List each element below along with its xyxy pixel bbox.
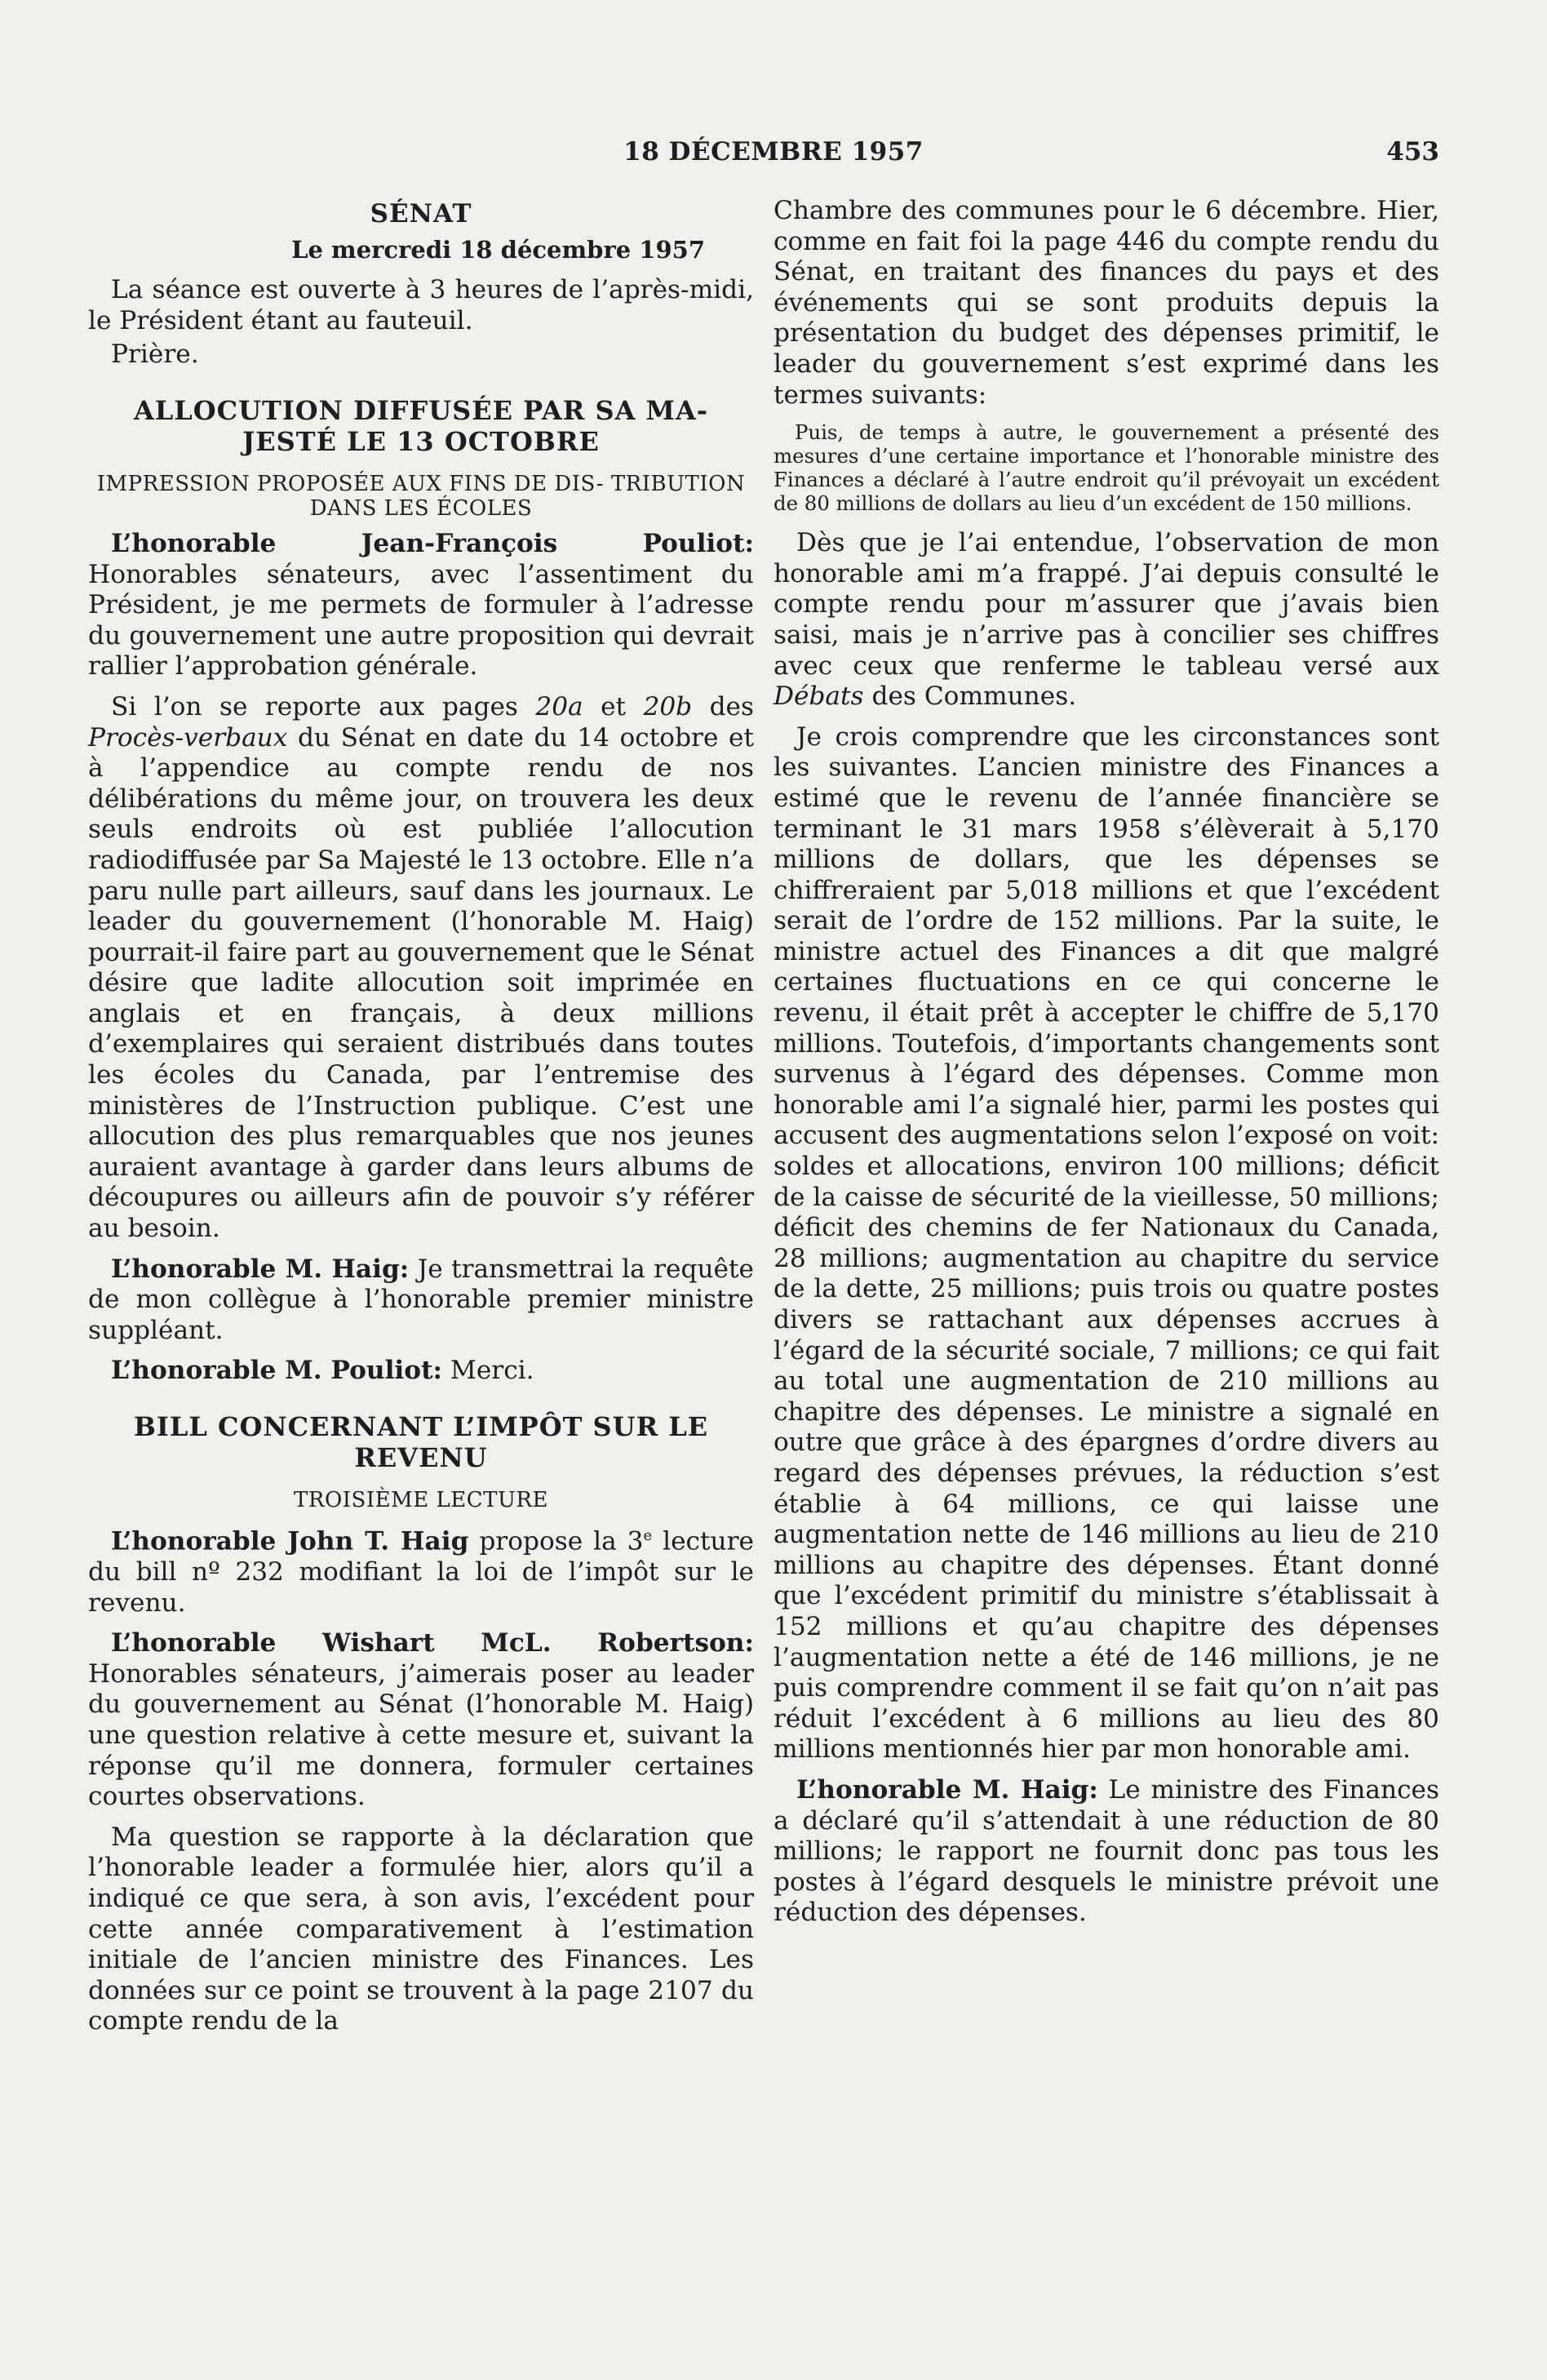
speech-text: des Communes. — [863, 682, 1077, 712]
publication-title: Procès-verbaux — [88, 722, 288, 753]
speech-text: Le ministre des Finances a déclaré qu’il s’attendait à une réduction de 80 millions; le rapport ne fournit donc pas tous les postes à l’égard desquels le ministre prévoit une réduction des dépenses. — [774, 1774, 1439, 1928]
speech-text: lecture du bill nº 232 modifiant la loi de l’impôt sur le revenu. — [88, 1526, 754, 1618]
speech-text: Je transmettrai la requête de mon collègue à l’honorable premier ministre suppléant. — [88, 1254, 754, 1345]
paragraph-pouliot-thanks — [88, 1356, 754, 1387]
speaker-name: L’honorable Jean-François Pouliot: — [111, 528, 754, 558]
paragraph-haig-motion — [88, 1521, 754, 1618]
speech-text: Si l’on se reporte aux pages — [111, 691, 536, 722]
speech-text: Merci. — [442, 1356, 534, 1386]
paragraph-pouliot-1 — [88, 529, 754, 682]
speaker-name: L’honorable John T. Haig — [111, 1526, 469, 1556]
page-header — [0, 137, 1547, 173]
speaker-name: L’honorable M. Haig: — [796, 1774, 1098, 1805]
header-date: 18 DÉCEMBRE 1957 — [623, 137, 924, 167]
left-column — [88, 196, 754, 2047]
quoted-statement: Puis, de temps à autre, le gouvernement a présenté des mesures d’une certaine importance et l’honorable ministre des Finances a déclaré à l’autre endroit qu’il prévoyait un excédent de 80 millions de dollars au lieu d’un excédent de 150 millions. — [774, 420, 1439, 516]
speech-text: Honorables sénateurs, j’aimerais poser au leader du gouvernement au Sénat (l’honorable M. Haig) une question relative à cette mesure et, suivant la réponse qu’il me donnera, formuler certaines courtes observations. — [88, 1658, 754, 1812]
paragraph-robertson-3 — [774, 528, 1439, 713]
right-column — [774, 196, 1439, 1938]
prayer-line: Prière. — [111, 340, 199, 370]
speech-text: propose la 3 — [468, 1526, 644, 1556]
paragraph-continuation: Chambre des communes pour le 6 décembre. Hier, comme en fait foi la page 446 du compte rendu du Sénat, en traitant des finances du pays et des événements qui se sont produits depuis la présentation du budget des dépenses primitif, le leader du gouvernement s’est exprimé dans les termes suivants: — [774, 196, 1439, 410]
paragraph-haig-answer — [774, 1775, 1439, 1929]
speech-text: et — [583, 691, 644, 722]
speech-text: Honorables sénateurs, avec l’assentiment du Président, je me permets de formuler à l’adresse du gouvernement une autre proposition qui devrait rallier l’approbation générale. — [88, 559, 754, 682]
ordinal-superscript: e — [643, 1527, 653, 1544]
speaker-name: L’honorable M. Pouliot: — [111, 1356, 442, 1386]
paragraph-pouliot-2 — [88, 692, 754, 1245]
publication-title: Débats — [774, 682, 864, 712]
chamber-title: SÉNAT — [370, 199, 472, 229]
section-heading-bill: BILL CONCERNANT L’IMPÔT SUR LE REVENU — [133, 1411, 709, 1473]
page-reference: 20a — [535, 691, 583, 722]
speech-text: des — [692, 691, 754, 722]
paragraph-haig-reply — [88, 1254, 754, 1347]
paragraph-robertson-1 — [88, 1628, 754, 1813]
page-number: 453 — [1386, 137, 1439, 167]
section-heading-allocution: ALLOCUTION DIFFUSÉE PAR SA MA- JESTÉ LE 13 OCTOBRE — [133, 394, 709, 457]
page-reference: 20b — [643, 691, 693, 722]
subheading-third-reading: TROISIÈME LECTURE — [294, 1488, 548, 1512]
opening-paragraph: La séance est ouverte à 3 heures de l’après-midi, le Président étant au fauteuil. — [88, 275, 754, 335]
paragraph-robertson-2: Ma question se rapporte à la déclaration que l’honorable leader a formulée hier, alors qu’il a indiqué ce que sera, à son avis, l’excédent pour cette année comparativement à l’estimation initiale de l’ancien ministre des Finances. Les données sur ce point se trouvent à la page 2107 du compte rendu de la — [88, 1822, 754, 2036]
subheading-impression: IMPRESSION PROPOSÉE AUX FINS DE DIS- TRIBUTION DANS LES ÉCOLES — [96, 471, 746, 521]
speaker-name: L’honorable Wishart McL. Robertson: — [111, 1628, 754, 1658]
sitting-date: Le mercredi 18 décembre 1957 — [291, 235, 705, 264]
speaker-name: L’honorable M. Haig: — [111, 1254, 410, 1284]
speech-text: Dès que je l’ai entendue, l’observation de mon honorable ami m’a frappé. J’ai depuis consulté le compte rendu pour m’assurer que j’avais bien saisi, mais je n’arrive pas à concilier ses chiffres avec ceux que renferme le tableau versé aux — [774, 528, 1439, 681]
speech-text: du Sénat en date du 14 octobre et à l’appendice au compte rendu de nos délibérations du même jour, on trouvera les deux seuls endroits où est publiée l’allocution radiodiffusée par Sa Majesté le 13 octobre. Elle n’a paru nulle part ailleurs, sauf dans les journaux. Le leader du gouvernement (l’honorable M. Haig) pourrait-il faire part au gouvernement que le Sénat désire que ladite allocution soit imprimée en anglais et en français, à deux millions d’exemplaires qui seraient distribués dans toutes les écoles du Canada, par l’entremise des ministères de l’Instruction publique. C’est une allocution des plus remarquables que nos jeunes auraient avantage à garder dans leurs albums de découpures ou ailleurs afin de pouvoir s’y référer au besoin. — [88, 722, 754, 1244]
paragraph-robertson-4: Je crois comprendre que les circonstances sont les suivantes. L’ancien ministre des Finances a estimé que le revenu de l’année financière se terminant le 31 mars 1958 s’élèverait à 5,170 millions de dollars, que les dépenses se chiffreraient par 5,018 millions et que l’excédent serait de l’ordre de 152 millions. Par la suite, le ministre actuel des Finances a dit que malgré certaines fluctuations en ce qui concerne le revenu, il était prêt à accepter le chiffre de 5,170 millions. Toutefois, d’importants changements sont survenus à l’égard des dépenses. Comme mon honorable ami l’a signalé hier, parmi les postes qui accusent des augmentations selon l’exposé on voit: soldes et allocations, environ 100 millions; déficit de la caisse de sécurité de la vieillesse, 50 millions; déficit des chemins de fer Nationaux du Canada, 28 millions; augmentation au chapitre du service de la dette, 25 millions; puis trois ou quatre postes divers se rattachant aux dépenses accrues à l’égard de la sécurité sociale, 7 millions; ce qui fait au total une augmentation de 210 millions au chapitre des dépenses. Le ministre a signalé en outre que grâce à des épargnes d’ordre divers au regard des dépenses prévues, la réduction s’est établie à 64 millions, ce qui laisse une augmentation nette de 146 millions au lieu de 210 millions au chapitre des dépenses. Étant donné que l’excédent primitif du ministre s’établissait à 152 millions et qu’au chapitre des dépenses l’augmentation nette a été de 146 millions, je ne puis comprendre comment il se fait qu’on n’ait pas réduit l’excédent à 6 millions au lieu des 80 millions mentionnés hier par mon honorable ami. — [774, 722, 1439, 1765]
